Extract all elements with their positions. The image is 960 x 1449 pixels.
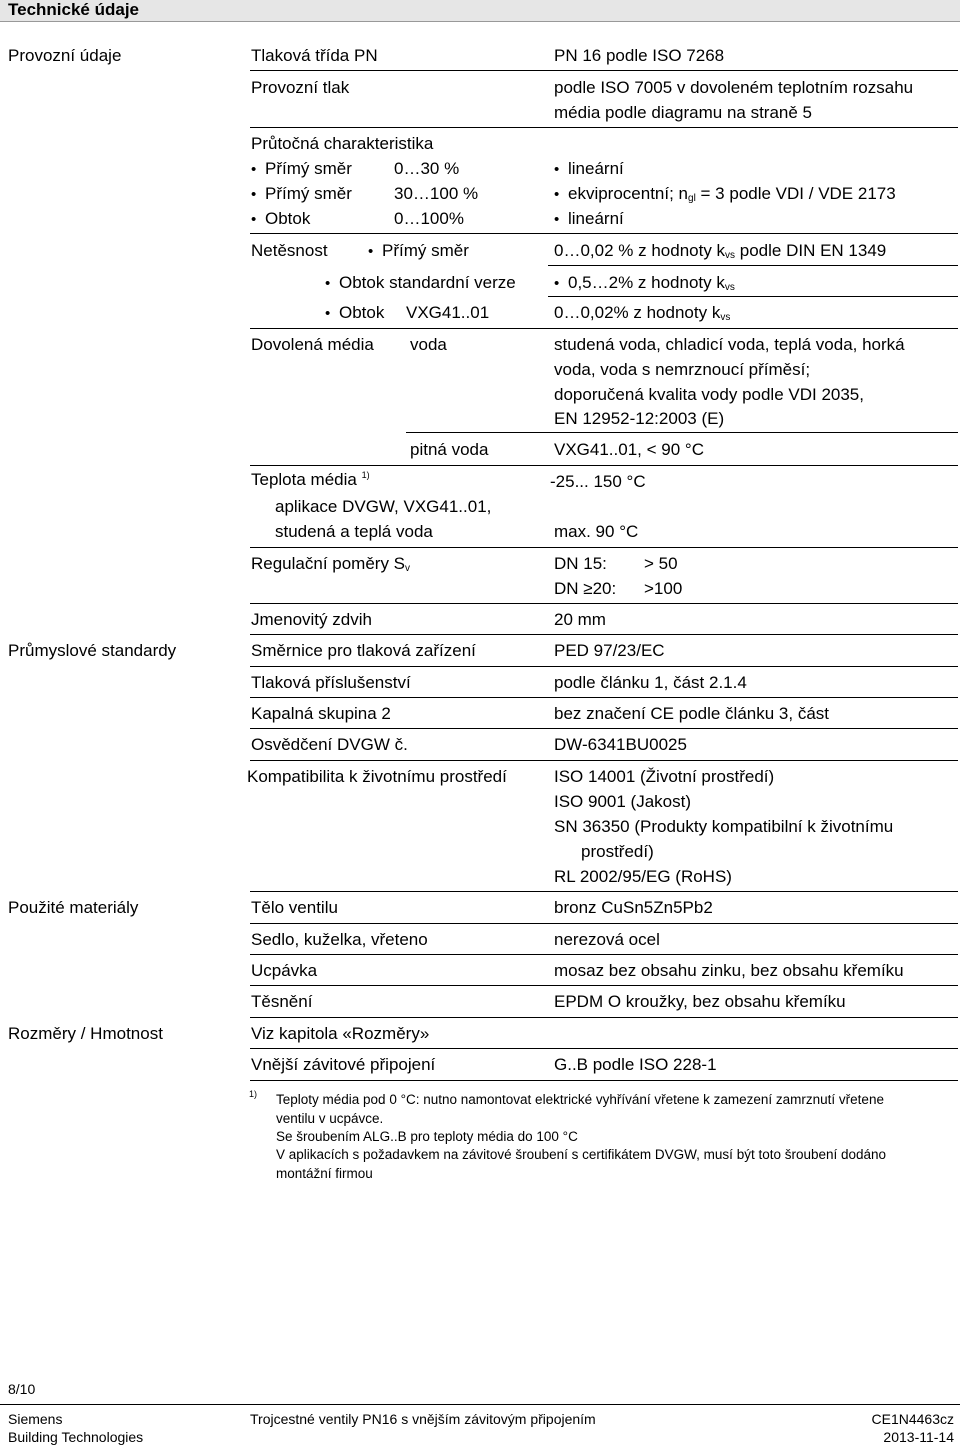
divider <box>250 328 958 329</box>
spec-value: PED 97/23/EC <box>554 641 665 660</box>
spec-value: • 0,5…2% z hodnoty $k_{vs}$ <box>554 273 735 293</box>
footer-divider <box>0 1404 960 1405</box>
spec-sublabel: • Obtok standardní verze <box>325 273 516 293</box>
spec-value: prostředí) <box>581 842 654 861</box>
spec-value: podle článku 1, část 2.1.4 <box>554 673 747 692</box>
divider <box>250 70 958 71</box>
divider <box>250 891 958 892</box>
divider <box>250 728 958 729</box>
divider <box>250 923 958 924</box>
spec-value: RL 2002/95/EG (RoHS) <box>554 867 732 886</box>
spec-value: studená voda, chladicí voda, teplá voda, horká <box>554 335 905 354</box>
divider <box>250 697 958 698</box>
spec-label: Ucpávka <box>251 961 318 980</box>
spec-sublabel: • Přímý směr <box>368 241 469 261</box>
page-title: Technické údaje <box>8 0 140 19</box>
divider <box>250 985 958 986</box>
spec-value: bez značení CE podle článku 3, část <box>554 704 829 723</box>
footer-doc-code: CE1N4463cz <box>871 1411 954 1427</box>
spec-sublabel: • Přímý směr <box>251 184 352 204</box>
divider <box>250 634 958 635</box>
footnote-text: V aplikacích s požadavkem na závitové šroubení s certifikátem DVGW, musí být toto šroubení dodáno <box>276 1147 887 1162</box>
spec-value: • ekviprocentní; $n_{gl} = 3$ podle VDI / VDE 2173 <box>554 184 896 204</box>
spec-sublabel: aplikace DVGW, VXG41..01, <box>275 497 492 516</box>
spec-value: • lineární <box>554 209 624 229</box>
section-materialy: Použité materiály <box>8 898 139 917</box>
spec-sublabel: • Obtok <box>251 209 310 229</box>
spec-label: Provozní tlak <box>251 78 350 97</box>
spec-value: SN 36350 (Produkty kompatibilní k životnímu <box>554 817 894 836</box>
spec-value: • lineární <box>554 159 624 179</box>
spec-value: 20 mm <box>554 610 606 629</box>
spec-value: mosaz bez obsahu zinku, bez obsahu křemíku <box>554 961 904 980</box>
spec-label: Kapalná skupina 2 <box>251 704 391 723</box>
spec-label: Tělo ventilu <box>251 898 338 917</box>
footnote-text: Teploty média pod 0 °C: nutno namontovat elektrické vyhřívání vřetene k zamezení zamrznutí vřetene <box>276 1092 884 1107</box>
footnote-text: montážní firmou <box>276 1166 373 1181</box>
divider <box>250 127 958 128</box>
spec-label: Těsnění <box>251 992 313 1011</box>
spec-value: VXG41..01, < 90 °C <box>554 440 704 459</box>
spec-label: Teplota média $^{1)}$ <box>251 470 370 489</box>
spec-value: DN ≥20: <box>554 579 617 598</box>
footer-doc-title: Trojcestné ventily PN16 s vnějším závitovým připojením <box>250 1411 596 1427</box>
spec-value: doporučená kvalita vody podle VDI 2035, <box>554 385 864 404</box>
divider <box>548 296 958 297</box>
section-rozmery: Rozměry / Hmotnost <box>8 1024 163 1043</box>
spec-value: ISO 9001 (Jakost) <box>554 792 692 811</box>
spec-value: 0…0,02% z hodnoty $k_{vs}$ <box>554 303 731 323</box>
spec-label: Netěsnost <box>251 241 328 260</box>
spec-label: Vnější závitové připojení <box>251 1055 436 1074</box>
footnote-text: ventilu v ucpávce. <box>276 1111 384 1126</box>
spec-value: -25... 150 °C <box>550 472 646 491</box>
footer-company: Siemens <box>8 1411 63 1427</box>
spec-range: 0…100% <box>394 209 464 228</box>
section-prumyslove: Průmyslové standardy <box>8 641 177 660</box>
divider <box>406 432 958 433</box>
spec-label: Směrnice pro tlaková zařízení <box>251 641 476 660</box>
divider <box>250 666 958 667</box>
divider <box>250 465 958 466</box>
footnote-mark: 1) <box>249 1089 258 1099</box>
spec-label: Dovolená média <box>251 335 374 354</box>
section-provozni: Provozní údaje <box>8 46 122 65</box>
section-header <box>0 0 960 22</box>
spec-value: média podle diagramu na straně 5 <box>554 103 812 122</box>
spec-label: Tlaková příslušenství <box>251 673 411 692</box>
footer-date: 2013-11-14 <box>883 1429 954 1445</box>
spec-value: nerezová ocel <box>554 930 660 949</box>
divider <box>250 233 958 234</box>
divider <box>250 760 958 761</box>
spec-label: Průtočná charakteristika <box>251 134 434 153</box>
divider <box>250 1080 958 1081</box>
spec-range: 30…100 % <box>394 184 479 203</box>
spec-value: DN 15: <box>554 554 607 573</box>
spec-value: > 50 <box>644 554 678 573</box>
spec-value: 0…0,02 % z hodnoty $k_{vs}$ podle DIN EN 1349 <box>554 241 887 261</box>
spec-value: max. 90 °C <box>554 522 639 541</box>
spec-value: G..B podle ISO 228-1 <box>554 1055 717 1074</box>
spec-sublabel: • Přímý směr <box>251 159 352 179</box>
spec-sublabel: pitná voda <box>410 440 489 459</box>
spec-value: voda, voda s nemrznoucí příměsí; <box>554 360 811 379</box>
spec-value: EPDM O kroužky, bez obsahu křemíku <box>554 992 846 1011</box>
spec-label: Regulační poměry $S_v$ <box>251 554 411 574</box>
spec-label: Sedlo, kuželka, vřeteno <box>251 930 428 949</box>
divider <box>250 547 958 548</box>
spec-label: Osvědčení DVGW č. <box>251 735 408 754</box>
footer-division: Building Technologies <box>8 1429 144 1445</box>
spec-sublabel: • Obtok <box>325 303 384 323</box>
spec-sublabel: VXG41..01 <box>406 303 490 322</box>
spec-range: 0…30 % <box>394 159 460 178</box>
page-number: 8/10 <box>8 1381 36 1397</box>
divider <box>250 1048 958 1049</box>
spec-label: Tlaková třída PN <box>251 46 378 65</box>
spec-value: bronz CuSn5Zn5Pb2 <box>554 898 713 917</box>
divider <box>250 1017 958 1018</box>
divider <box>250 954 958 955</box>
divider <box>548 265 958 266</box>
footnote-text: Se šroubením ALG..B pro teploty média do 100 °C <box>276 1129 578 1144</box>
divider <box>250 603 958 604</box>
spec-sublabel: voda <box>410 335 447 354</box>
spec-label: Jmenovitý zdvih <box>251 610 372 629</box>
spec-label: Kompatibilita k životnímu prostředí <box>247 767 507 786</box>
spec-value: EN 12952-12:2003 (E) <box>554 409 725 428</box>
spec-value: >100 <box>644 579 683 598</box>
spec-value: PN 16 podle ISO 7268 <box>554 46 725 65</box>
spec-label: Viz kapitola «Rozměry» <box>251 1024 430 1043</box>
spec-value: ISO 14001 (Životní prostředí) <box>554 767 775 786</box>
spec-value: DW-6341BU0025 <box>554 735 687 754</box>
spec-sublabel: studená a teplá voda <box>275 522 433 541</box>
spec-value: podle ISO 7005 v dovoleném teplotním rozsahu <box>554 78 914 97</box>
